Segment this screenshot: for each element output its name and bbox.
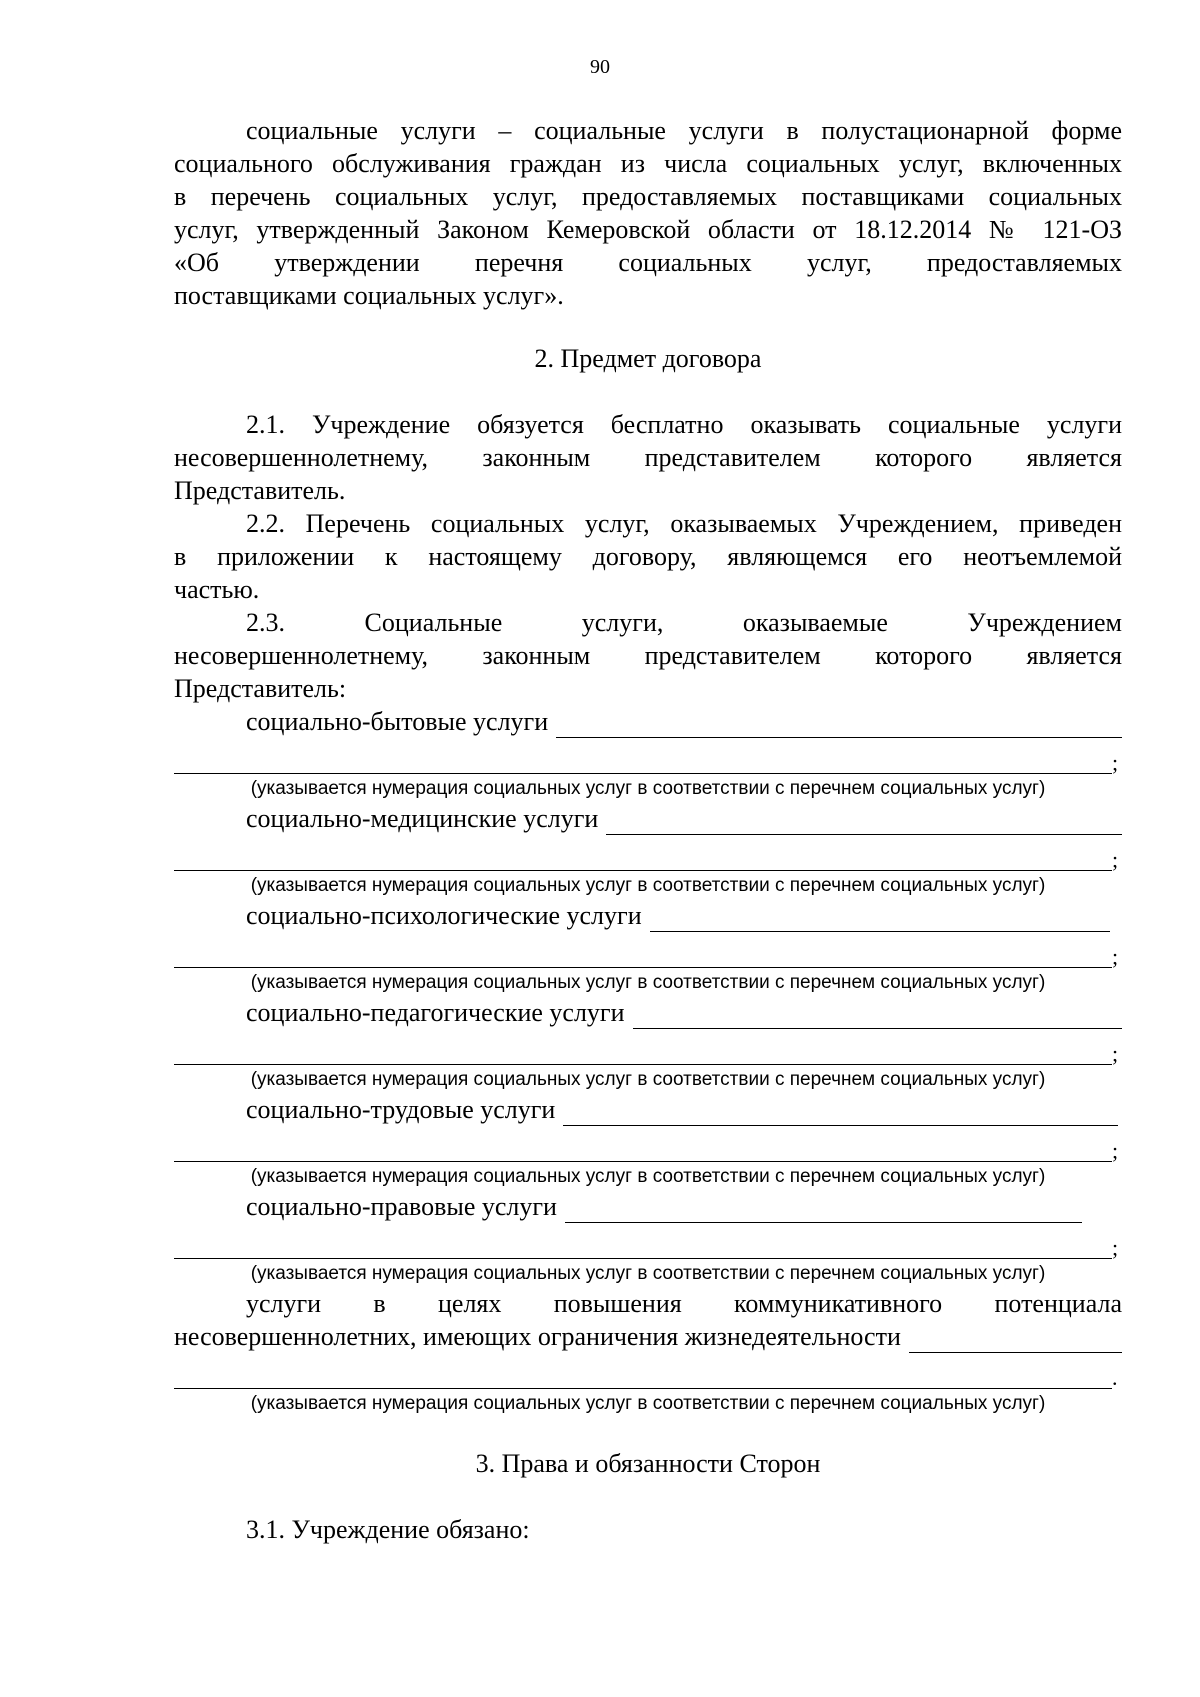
line-end-mark: ;	[1112, 944, 1119, 969]
fill-in-line[interactable]	[556, 711, 1122, 738]
fill-in-line[interactable]	[174, 941, 1112, 968]
clause-2-2	[174, 507, 1122, 606]
fill-in-line[interactable]	[174, 1362, 1112, 1389]
service-label: социально-трудовые услуги	[246, 1095, 556, 1124]
fill-in-line[interactable]	[174, 1038, 1112, 1065]
clause-line: Представитель:	[174, 674, 347, 703]
clause-line: несовершеннолетнему, законным представителем которого является	[174, 443, 1122, 472]
fill-hint: (указывается нумерация социальных услуг в соответствии с перечнем социальных услуг)	[250, 875, 1046, 896]
intro-line: в перечень социальных услуг, предоставляемых поставщиками социальных	[174, 182, 1122, 211]
fill-in-line[interactable]	[606, 808, 1122, 835]
service-label: социально-педагогические услуги	[246, 998, 625, 1027]
section-3-heading: 3. Права и обязанности Сторон	[475, 1449, 821, 1478]
fill-in-line[interactable]	[174, 1135, 1112, 1162]
service-block	[174, 1287, 1122, 1417]
document-body	[174, 114, 1122, 1546]
clause-line: в приложении к настоящему договору, являющемся его неотъемлемой	[174, 542, 1122, 571]
clause-2-3	[174, 606, 1122, 705]
fill-hint: (указывается нумерация социальных услуг в соответствии с перечнем социальных услуг)	[250, 778, 1046, 799]
intro-line: социальные услуги – социальные услуги в полустационарной форме	[246, 116, 1122, 145]
service-label: социально-психологические услуги	[246, 901, 642, 930]
clause-line: 2.3. Социальные услуги, оказываемые Учреждением	[246, 608, 1122, 637]
service-block	[174, 802, 1122, 899]
service-label: социально-медицинские услуги	[246, 804, 599, 833]
section-2-heading: 2. Предмет договора	[534, 344, 762, 373]
service-block	[174, 1190, 1122, 1287]
fill-hint: (указывается нумерация социальных услуг в соответствии с перечнем социальных услуг)	[250, 972, 1046, 993]
clause-line: 2.1. Учреждение обязуется бесплатно оказывать социальные услуги	[246, 410, 1122, 439]
line-end-mark: ;	[1112, 1138, 1119, 1163]
clause-line: частью.	[174, 575, 260, 604]
fill-hint: (указывается нумерация социальных услуг в соответствии с перечнем социальных услуг)	[250, 1263, 1046, 1284]
clause-3-1: 3.1. Учреждение обязано:	[246, 1515, 530, 1544]
fill-in-line[interactable]	[563, 1099, 1118, 1126]
service-label: услуги в целях повышения коммуникативного потенциала	[246, 1289, 1122, 1318]
clause-line: несовершеннолетнему, законным представителем которого является	[174, 641, 1122, 670]
service-label: социально-правовые услуги	[246, 1192, 557, 1221]
line-end-mark: .	[1112, 1365, 1118, 1390]
service-label: несовершеннолетних, имеющих ограничения жизнедеятельности	[174, 1322, 901, 1351]
fill-in-line[interactable]	[174, 844, 1112, 871]
service-block	[174, 705, 1122, 802]
fill-in-line[interactable]	[174, 1232, 1112, 1259]
service-block	[174, 1093, 1122, 1190]
intro-paragraph	[174, 114, 1122, 312]
fill-in-line[interactable]	[565, 1196, 1082, 1223]
fill-in-line[interactable]	[174, 747, 1112, 774]
clause-line: 2.2. Перечень социальных услуг, оказываемых Учреждением, приведен	[246, 509, 1122, 538]
line-end-mark: ;	[1112, 1041, 1119, 1066]
clause-line: Представитель.	[174, 476, 346, 505]
clause-2-1	[174, 408, 1122, 507]
fill-hint: (указывается нумерация социальных услуг в соответствии с перечнем социальных услуг)	[250, 1166, 1046, 1187]
service-label: социально-бытовые услуги	[246, 707, 549, 736]
fill-in-line[interactable]	[650, 905, 1110, 932]
intro-line: услуг, утвержденный Законом Кемеровской области от 18.12.2014 № 121-ОЗ	[174, 215, 1122, 244]
line-end-mark: ;	[1112, 847, 1119, 872]
page-number: 90	[590, 56, 610, 78]
fill-in-line[interactable]	[909, 1326, 1122, 1353]
line-end-mark: ;	[1112, 750, 1119, 775]
fill-hint: (указывается нумерация социальных услуг в соответствии с перечнем социальных услуг)	[250, 1393, 1046, 1414]
service-block	[174, 899, 1122, 996]
fill-hint: (указывается нумерация социальных услуг в соответствии с перечнем социальных услуг)	[250, 1069, 1046, 1090]
intro-line: «Об утверждении перечня социальных услуг, предоставляемых	[174, 248, 1122, 277]
line-end-mark: ;	[1112, 1235, 1119, 1260]
fill-in-line[interactable]	[633, 1002, 1123, 1029]
service-block	[174, 996, 1122, 1093]
intro-line: социального обслуживания граждан из числа социальных услуг, включенных	[174, 149, 1122, 178]
intro-line: поставщиками социальных услуг».	[174, 281, 564, 310]
